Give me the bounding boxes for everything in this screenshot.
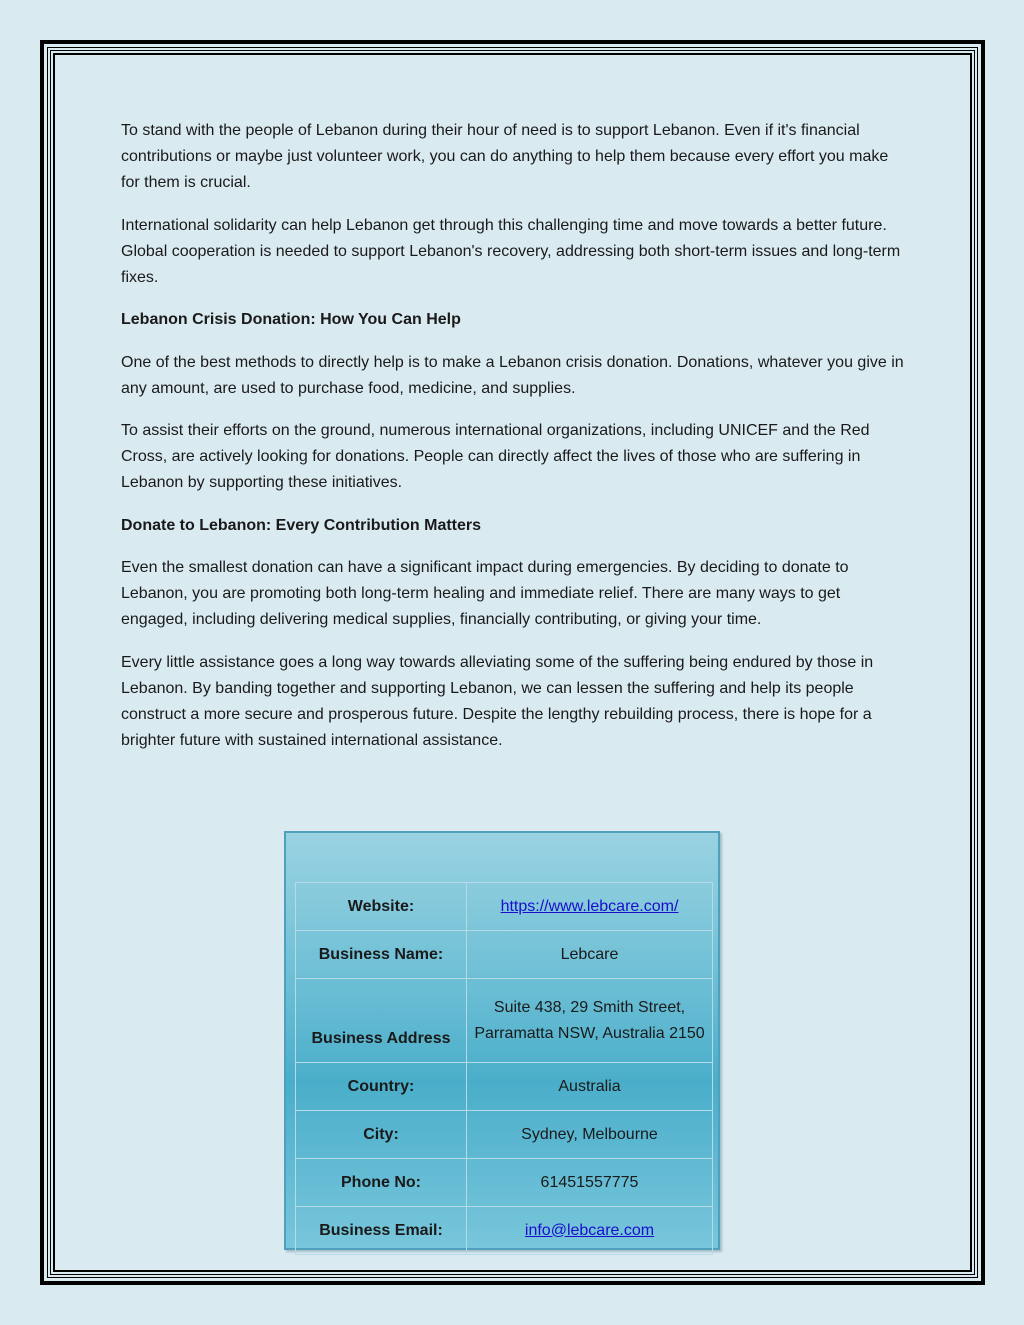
address-line: Parramatta NSW, Australia 2150: [474, 1024, 705, 1042]
paragraph: Even the smallest donation can have a significant impact during emergencies. By deciding to donate to Lebanon, you are promoting both long-term healing and immediate relief. There are many ways to get engaged, including delivering medical supplies, financially contributing, or giving your time.: [121, 559, 849, 628]
country-label: Country:: [296, 1063, 467, 1111]
business-address-value: [467, 979, 713, 1063]
paragraph: Every little assistance goes a long way towards alleviating some of the suffering being endured by those in Lebanon. By banding together and supporting Lebanon, we can lessen the suffering and help its people construct a more secure and prosperous future. Despite the lengthy rebuilding process, there is hope for a brighter future with sustained international assistance.: [121, 653, 874, 749]
city-value: Sydney, Melbourne: [467, 1111, 713, 1159]
table-row: [296, 979, 713, 1063]
country-value: Australia: [467, 1063, 713, 1111]
website-label: Website:: [296, 883, 467, 931]
paragraph: International solidarity can help Lebanon get through this challenging time and move towards a better future. Global cooperation is needed to support Lebanon's recovery, addressing both short-term issues and long-term fixes.: [121, 216, 901, 286]
business-info-card: [284, 831, 720, 1250]
website-link[interactable]: https://www.lebcare.com/: [500, 897, 679, 915]
business-name-value: Lebcare: [467, 931, 713, 979]
table-row: [296, 1063, 713, 1111]
table-row: [296, 1111, 713, 1159]
business-info-table: [295, 882, 713, 1255]
table-row: [296, 883, 713, 931]
address-line: Suite 438, 29 Smith Street,: [493, 998, 686, 1016]
email-label: Business Email:: [296, 1207, 467, 1255]
website-cell: [467, 883, 713, 931]
email-cell: [467, 1207, 713, 1255]
business-name-label: Business Name:: [296, 931, 467, 979]
city-label: City:: [296, 1111, 467, 1159]
table-row: [296, 1159, 713, 1207]
phone-value: 61451557775: [467, 1159, 713, 1207]
paragraph: To assist their efforts on the ground, numerous international organizations, including UNICEF and the Red Cross, are actively looking for donations. People can directly affect the lives of those who are suffering in Lebanon by supporting these initiatives.: [121, 422, 870, 491]
paragraph: To stand with the people of Lebanon during their hour of need is to support Lebanon. Even if it's financial contributions or maybe just volunteer work, you can do anything to help them because every effort you make for them is crucial.: [121, 122, 889, 191]
business-address-label: Business Address: [296, 979, 467, 1063]
paragraph: One of the best methods to directly help is to make a Lebanon crisis donation. Donations, whatever you give in any amount, are used to purchase food, medicine, and supplies.: [121, 353, 904, 397]
table-row: [296, 931, 713, 979]
email-link[interactable]: info@lebcare.com: [524, 1221, 655, 1239]
section-heading: Donate to Lebanon: Every Contribution Matters: [121, 516, 482, 534]
table-row: [296, 1207, 713, 1255]
article-body: [121, 118, 906, 770]
section-heading: Lebanon Crisis Donation: How You Can Help: [121, 311, 461, 328]
phone-label: Phone No:: [296, 1159, 467, 1207]
